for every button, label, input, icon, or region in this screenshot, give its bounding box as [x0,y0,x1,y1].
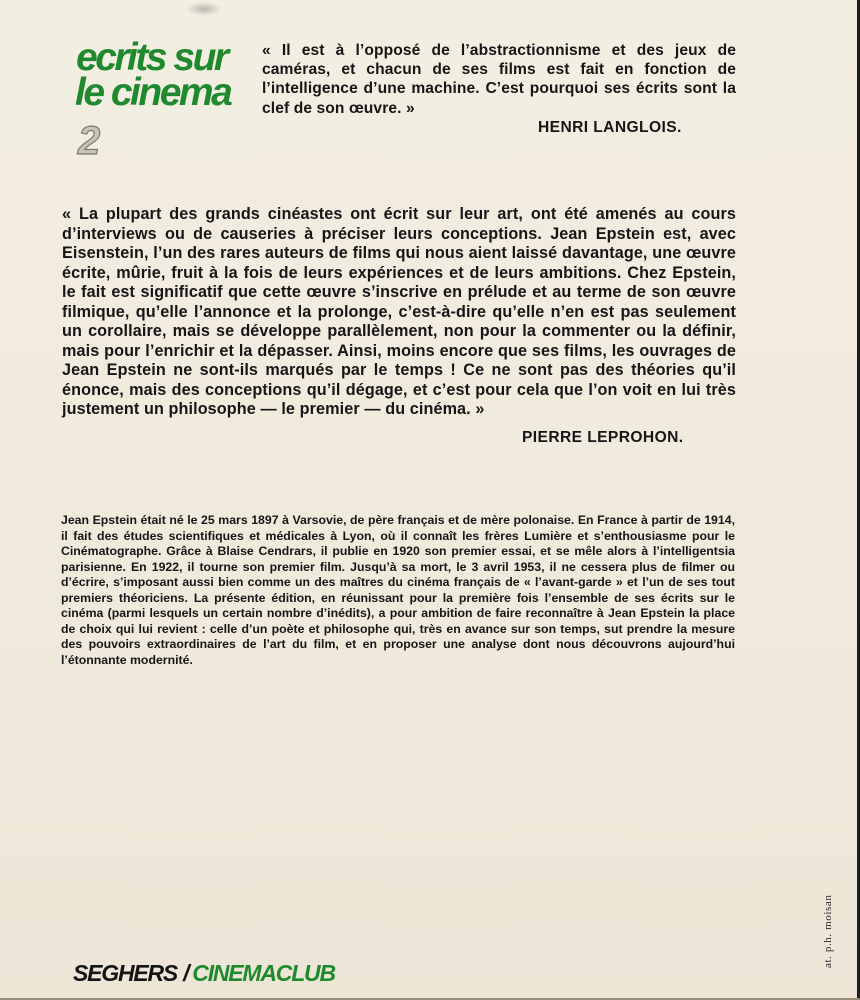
leprohon-attribution: PIERRE LEPROHON. [522,429,684,446]
leprohon-quote: « La plupart des grands cinéastes ont écrit sur leur art, ont été amenés au cours d’interviews ou de causeries à préciser leurs conceptions. Jean Epstein est, avec Eisenstein, l’un des rares auteurs de films qui nous aient laissé davantage, une œuvre écrite, mûrie, fruit à la fois de leurs expériences et de leurs ambitions. Chez Epstein, le fait est significatif que cette œuvre s’inscrive en prélude et au terme de son œuvre filmique, qu’elle l’annonce et la prolonge, c’est-à-dire qu’elle n’en est pas seulement un corollaire, mais se développe parallèlement, non pour la commenter ou la définir, mais pour l’enrichir et la dépasser. Ainsi, moins encore que ses films, les ouvrages de Jean Epstein ne sont-ils marqués par le temps ! Ce ne sont pas des théories qu’il énonce, mais des conceptions qu’il dégage, et c’est pour cela que l’on voit en lui très justement un philosophe — le premier — du cinéma. » [62,205,736,418]
title-line-1: ecrits sur [76,36,227,79]
title-line-2: le cinema [75,71,231,114]
collection-name: CINEMACLUB [192,960,335,986]
publisher-imprint [73,960,335,986]
publisher-name: SEGHERS [73,960,178,986]
paper-smudge [186,2,222,16]
designer-credit: at. p.h. moisan [822,894,834,968]
langlois-quote: « Il est à l’opposé de l’abstractionnisme et des jeux de caméras, et chacun de ses films est fait en fonction de l’intelligence d’une machine. C’est pourquoi ses écrits sont la clef de son œuvre. » [262,42,736,117]
langlois-attribution: HENRI LANGLOIS. [538,119,682,136]
volume-number: 2 [78,119,100,163]
publisher-separator: / [183,960,189,986]
biography-paragraph: Jean Epstein était né le 25 mars 1897 à Varsovie, de père français et de mère polonaise. En France à partir de 1914, il fait des études scientifiques et médicales à Lyon, où il connaît les frères Lumière et s’enthousiasme pour le Cinématographe. Grâce à Blaise Cendrars, il publie en 1920 son premier essai, et se mêle alors à l’intelligentsia parisienne. En 1922, il tourne son premier film. Jusqu’à sa mort, le 3 avril 1953, il ne cessera plus de filmer ou d’écrire, s’imposant aussi bien comme un des maîtres du cinéma français de « l’avant-garde » et l’un de ses tout premiers théoriciens. La présente édition, en réunissant pour la première fois l’ensemble de ses écrits sur le cinéma (parmi lesquels un certain nombre d’inédits), a pour ambition de faire reconnaître à Jean Epstein la place de choix qui lui revient : celle d’un poète et philosophe qui, très en avance sur son temps, sut prendre la mesure des pouvoirs extraordinaires de l’art du film, et en proposer une analyse dont nous découvrons aujourd’hui l’étonnante modernité. [61,513,735,667]
